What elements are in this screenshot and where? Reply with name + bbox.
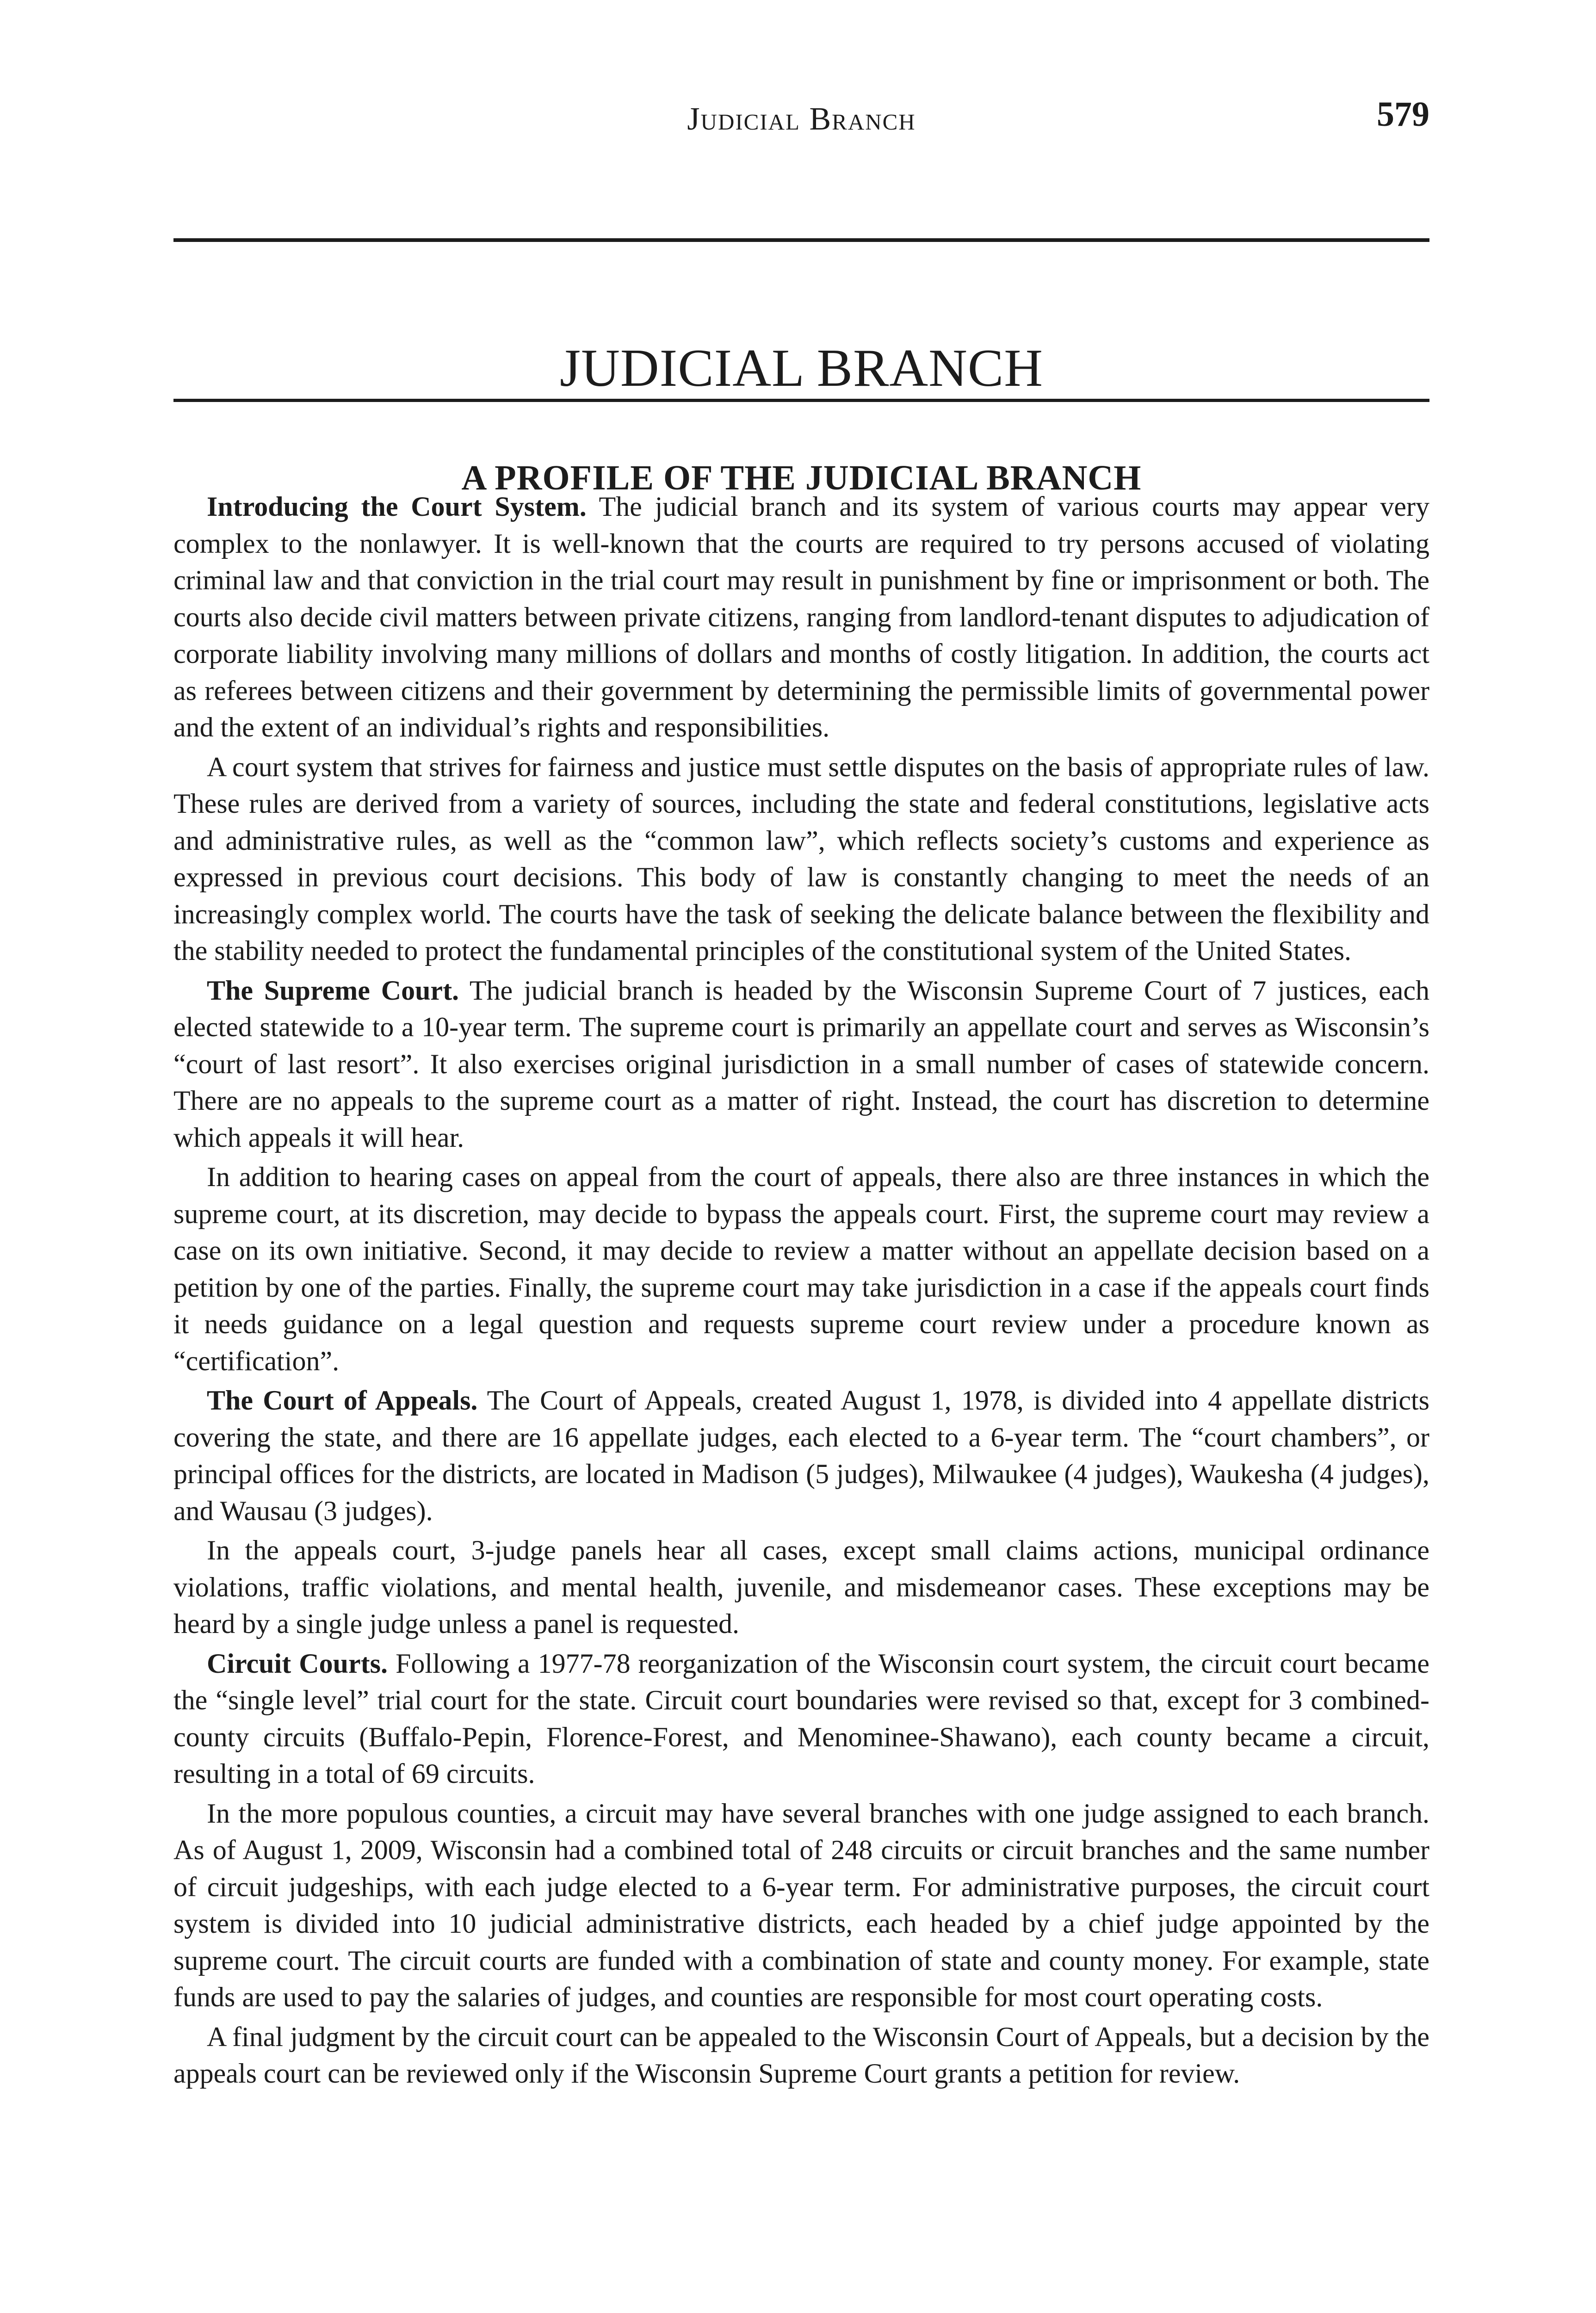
paragraph xyxy=(173,1382,1429,1529)
paragraph xyxy=(173,2019,1429,2092)
paragraph xyxy=(173,1159,1429,1379)
paragraph-lead-in: The Court of Appeals. xyxy=(207,1385,478,1416)
paragraph xyxy=(173,972,1429,1156)
top-rule xyxy=(173,238,1429,242)
paragraph-text: The judicial branch is headed by the Wisconsin Supreme Court of 7 justices, each elected statewide to a 10-year term. The supreme court is primarily an appellate court and serves as Wisconsin’s “court of last resort”. It also exercises original jurisdiction in a small number of cases of statewide concern. There are no appeals to the supreme court as a matter of right. Instead, the court has discretion to determine which appeals it will hear. xyxy=(173,975,1429,1153)
paragraph xyxy=(173,1645,1429,1793)
paragraph-text: The Court of Appeals, created August 1, 1978, is divided into 4 appellate districts covering the state, and there are 16 appellate judges, each elected to a 6-year term. The “court chambers”, or principal offices for the districts, are located in Madison (5 judges), Milwaukee (4 judges), Waukesha (4 judges), and Wausau (3 judges). xyxy=(173,1385,1429,1526)
paragraph-text: In the more populous counties, a circuit may have several branches with one judge assigned to each branch. As of August 1, 2009, Wisconsin had a combined total of 248 circuits or circuit branches and the same number of circuit judgeships, with each judge elected to a 6-year term. For administrative purposes, the circuit court system is divided into 10 judicial administrative districts, each headed by a chief judge appointed by the supreme court. The circuit courts are funded with a combination of state and county money. For example, state funds are used to pay the salaries of judges, and counties are responsible for most court operating costs. xyxy=(173,1798,1429,2012)
paragraph xyxy=(173,749,1429,970)
paragraph-lead-in: The Supreme Court. xyxy=(207,975,459,1006)
subsection-title: A PROFILE OF THE JUDICIAL BRANCH xyxy=(461,458,1142,498)
paragraph-text: A court system that strives for fairness and justice must settle disputes on the basis of appropriate rules of law. These rules are derived from a variety of sources, including the state and federal constitutions, legislative acts and administrative rules, as well as the “common law”, which reflects society’s customs and experience as expressed in previous court decisions. This body of law is constantly changing to meet the needs of an increasingly complex world. The courts have the task of seeking the delicate balance between the flexibility and the stability needed to protect the fundamental principles of the constitutional system of the United States. xyxy=(173,751,1429,966)
paragraph-lead-in: Circuit Courts. xyxy=(207,1648,388,1679)
bottom-rule xyxy=(173,399,1429,402)
paragraph-text: In addition to hearing cases on appeal from the court of appeals, there also are three instances in which the supreme court, at its discretion, may decide to bypass the appeals court. First, the supreme court may review a case on its own initiative. Second, it may decide to review a matter without an appellate decision based on a petition by one of the parties. Finally, the supreme court may take jurisdiction in a case if the appeals court finds it needs guidance on a legal question and requests supreme court review under a procedure known as “certification”. xyxy=(173,1162,1429,1376)
section-title: JUDICIAL BRANCH xyxy=(559,338,1044,398)
paragraph-text: The judicial branch and its system of various courts may appear very complex to the nonlawyer. It is well-known that the courts are required to try persons accused of violating criminal law and that conviction in the trial court may result in punishment by fine or imprisonment or both. The courts also decide civil matters between private citizens, ranging from landlord-tenant disputes to adjudication of corporate liability involving many millions of dollars and months of costly litigation. In addition, the courts act as referees between citizens and their government by determining the permissible limits of governmental power and the extent of an individual’s rights and responsibilities. xyxy=(173,491,1430,742)
paragraph-text: In the appeals court, 3-judge panels hear all cases, except small claims actions, municipal ordinance violations, traffic violations, and mental health, juvenile, and misdemeanor cases. These exceptions may be heard by a single judge unless a panel is requested. xyxy=(173,1535,1429,1639)
paragraph-text: Following a 1977-78 reorganization of the Wisconsin court system, the circuit court became the “single level” trial court for the state. Circuit court boundaries were revised so that, except for 3 combined-county circuits (Buffalo-Pepin, Florence-Forest, and Menominee-Shawano), each county became a circuit, resulting in a total of 69 circuits. xyxy=(173,1648,1430,1789)
article-body xyxy=(173,489,1429,2095)
paragraph-text: A final judgment by the circuit court can be appealed to the Wisconsin Court of Appeals, but a decision by the appeals court can be reviewed only if the Wisconsin Supreme Court grants a petition for review. xyxy=(173,2021,1429,2089)
paragraph xyxy=(173,1795,1429,2016)
running-header xyxy=(173,93,1429,143)
paragraph xyxy=(173,1532,1429,1643)
running-title: Judicial Branch xyxy=(687,101,916,137)
paragraph-lead-in: Introducing the Court System. xyxy=(207,491,587,522)
paragraph xyxy=(173,489,1429,746)
page-number: 579 xyxy=(1377,95,1429,134)
